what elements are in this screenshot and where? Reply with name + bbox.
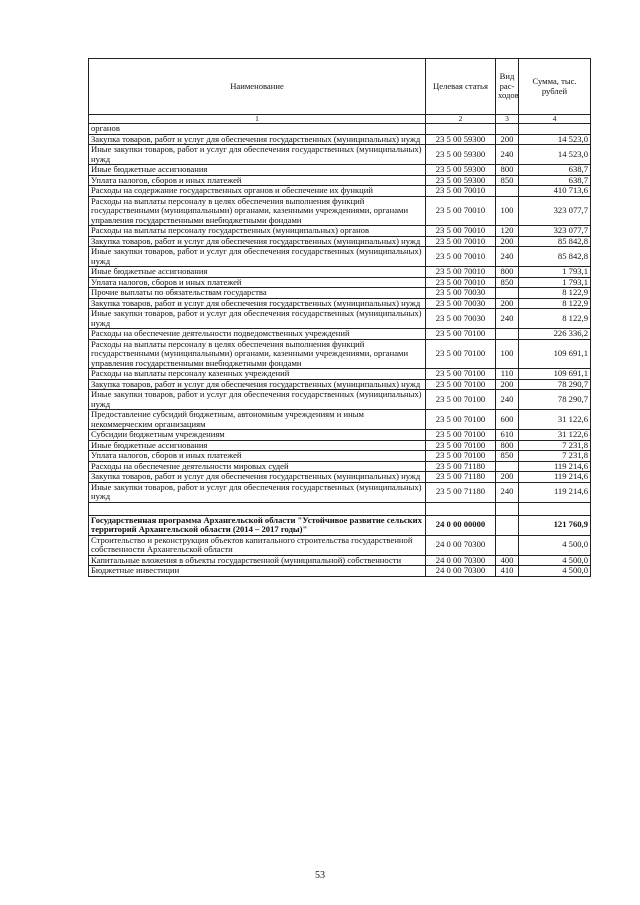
row-code: 23 5 00 70100 (426, 339, 496, 369)
row-type: 240 (496, 482, 519, 502)
row-name: Закупка товаров, работ и услуг для обеспечения государственных (муниципальных) нужд (89, 134, 426, 145)
row-name: Предоставление субсидий бюджетным, автономным учреждениям и иным некоммерческим организациям (89, 410, 426, 430)
row-code: 23 5 00 71180 (426, 482, 496, 502)
table-row (89, 369, 591, 380)
row-sum: 119 214,6 (519, 472, 591, 483)
row-sum: 226 336,2 (519, 329, 591, 340)
row-name: Расходы на выплаты персоналу в целях обеспечения выполнения функций государственными (муниципальными) органами, казенными учреждениями, органами управления государственными внебюджетными фондами (89, 339, 426, 369)
column-number: 3 (496, 115, 519, 124)
row-type: 800 (496, 165, 519, 176)
row-type (496, 186, 519, 197)
table-row (89, 277, 591, 288)
table-row (89, 329, 591, 340)
row-type: 200 (496, 379, 519, 390)
row-name: Расходы на выплаты персоналу казенных учреждений (89, 369, 426, 380)
table-row (89, 165, 591, 176)
row-type: 240 (496, 145, 519, 165)
row-name: Иные закупки товаров, работ и услуг для обеспечения государственных (муниципальных) нужд (89, 390, 426, 410)
row-code: 23 5 00 70100 (426, 379, 496, 390)
row-type: 200 (496, 134, 519, 145)
row-sum: 4 500,0 (519, 535, 591, 555)
table-row (89, 124, 591, 135)
row-type: 240 (496, 390, 519, 410)
row-type (496, 124, 519, 135)
row-type: 850 (496, 175, 519, 186)
row-name: Иные бюджетные ассигнования (89, 440, 426, 451)
table-row (89, 267, 591, 278)
row-name: Расходы на обеспечение деятельности подведомственных учреждений (89, 329, 426, 340)
row-name: Расходы на выплаты персоналу в целях обеспечения выполнения функций государственными (муниципальными) органами, казенными учреждениями, органами управления государственными внебюджетными фондами (89, 196, 426, 226)
row-name: Закупка товаров, работ и услуг для обеспечения государственных (муниципальных) нужд (89, 472, 426, 483)
row-code: 23 5 00 70030 (426, 298, 496, 309)
row-name: Строительство и реконструкция объектов капитального строительства государственной собственности Архангельской области (89, 535, 426, 555)
column-number: 2 (426, 115, 496, 124)
table-row (89, 482, 591, 502)
row-code: 23 5 00 70100 (426, 440, 496, 451)
header-row (89, 59, 591, 115)
row-sum: 14 523,0 (519, 145, 591, 165)
row-code: 23 5 00 71180 (426, 461, 496, 472)
row-type: 110 (496, 369, 519, 380)
row-type (496, 535, 519, 555)
row-code: 23 5 00 59300 (426, 145, 496, 165)
row-code: 23 5 00 70030 (426, 288, 496, 299)
row-name: Иные закупки товаров, работ и услуг для обеспечения государственных (муниципальных) нужд (89, 145, 426, 165)
row-sum: 14 523,0 (519, 134, 591, 145)
row-name: Уплата налогов, сборов и иных платежей (89, 451, 426, 462)
row-sum: 410 713,6 (519, 186, 591, 197)
row-type: 240 (496, 247, 519, 267)
row-name: Иные закупки товаров, работ и услуг для обеспечения государственных (муниципальных) нужд (89, 247, 426, 267)
row-name: Уплата налогов, сборов и иных платежей (89, 277, 426, 288)
row-code: 24 0 00 70300 (426, 535, 496, 555)
table-row (89, 472, 591, 483)
row-sum: 4 500,0 (519, 555, 591, 566)
table-body (89, 124, 591, 577)
table-row (89, 502, 591, 515)
row-sum: 78 290,7 (519, 390, 591, 410)
row-type (496, 288, 519, 299)
row-type: 120 (496, 226, 519, 237)
header-sum: Сумма, тыс. рублей (519, 59, 591, 115)
table-row (89, 175, 591, 186)
row-name: Субсидии бюджетным учреждениям (89, 430, 426, 441)
row-sum: 85 842,8 (519, 247, 591, 267)
row-sum: 119 214,6 (519, 482, 591, 502)
row-sum: 109 691,1 (519, 369, 591, 380)
row-name: Закупка товаров, работ и услуг для обеспечения государственных (муниципальных) нужд (89, 236, 426, 247)
row-code: 23 5 00 71180 (426, 472, 496, 483)
row-code: 23 5 00 70010 (426, 277, 496, 288)
row-code: 23 5 00 70100 (426, 410, 496, 430)
row-name: Уплата налогов, сборов и иных платежей (89, 175, 426, 186)
row-name: органов (89, 124, 426, 135)
row-code: 23 5 00 70100 (426, 451, 496, 462)
row-type: 200 (496, 236, 519, 247)
row-type: 100 (496, 196, 519, 226)
header-name: Наименование (89, 59, 426, 115)
table-row (89, 196, 591, 226)
row-name: Закупка товаров, работ и услуг для обеспечения государственных (муниципальных) нужд (89, 379, 426, 390)
row-name: Расходы на выплаты персоналу государственных (муниципальных) органов (89, 226, 426, 237)
row-name: Иные бюджетные ассигнования (89, 165, 426, 176)
row-name: Бюджетные инвестиции (89, 566, 426, 577)
row-code (426, 124, 496, 135)
table-row (89, 186, 591, 197)
row-type: 200 (496, 298, 519, 309)
table-row (89, 379, 591, 390)
table-row (89, 461, 591, 472)
table-row (89, 566, 591, 577)
row-type: 610 (496, 430, 519, 441)
row-sum: 1 793,1 (519, 277, 591, 288)
row-type: 100 (496, 339, 519, 369)
header-code: Целевая статья (426, 59, 496, 115)
row-code: 23 5 00 70010 (426, 226, 496, 237)
row-type: 200 (496, 472, 519, 483)
budget-table (88, 58, 591, 577)
row-type: 850 (496, 277, 519, 288)
table-row (89, 145, 591, 165)
row-code: 24 0 00 70300 (426, 566, 496, 577)
table-row (89, 247, 591, 267)
column-number: 4 (519, 115, 591, 124)
row-sum: 8 122,9 (519, 309, 591, 329)
row-sum: 323 077,7 (519, 226, 591, 237)
row-type: 400 (496, 555, 519, 566)
row-type: 850 (496, 451, 519, 462)
row-type (496, 461, 519, 472)
row-sum: 109 691,1 (519, 339, 591, 369)
row-type: 800 (496, 440, 519, 451)
row-name: Капитальные вложения в объекты государственной (муниципальной) собственности (89, 555, 426, 566)
table-row (89, 430, 591, 441)
row-sum (519, 124, 591, 135)
row-code: 23 5 00 59300 (426, 134, 496, 145)
table-row (89, 298, 591, 309)
table-row (89, 236, 591, 247)
row-code: 23 5 00 70030 (426, 309, 496, 329)
row-sum: 7 231,8 (519, 440, 591, 451)
row-name: Прочие выплаты по обязательствам государства (89, 288, 426, 299)
row-code: 23 5 00 70010 (426, 267, 496, 278)
row-sum: 323 077,7 (519, 196, 591, 226)
table-row (89, 339, 591, 369)
row-code: 24 0 00 00000 (426, 515, 496, 535)
row-sum: 1 793,1 (519, 267, 591, 278)
row-type (496, 329, 519, 340)
table-row (89, 440, 591, 451)
table-row (89, 515, 591, 535)
row-sum: 4 500,0 (519, 566, 591, 577)
row-type: 410 (496, 566, 519, 577)
row-name: Расходы на обеспечение деятельности мировых судей (89, 461, 426, 472)
row-code: 23 5 00 70100 (426, 329, 496, 340)
row-sum: 31 122,6 (519, 430, 591, 441)
column-number: 1 (89, 115, 426, 124)
row-code: 23 5 00 59300 (426, 175, 496, 186)
row-code: 23 5 00 70010 (426, 186, 496, 197)
row-name: Расходы на содержание государственных органов и обеспечение их функций (89, 186, 426, 197)
row-code: 23 5 00 59300 (426, 165, 496, 176)
row-code: 23 5 00 70010 (426, 196, 496, 226)
table-row (89, 535, 591, 555)
table-row (89, 555, 591, 566)
row-code: 24 0 00 70300 (426, 555, 496, 566)
row-type (496, 502, 519, 515)
table-row (89, 309, 591, 329)
row-name: Закупка товаров, работ и услуг для обеспечения государственных (муниципальных) нужд (89, 298, 426, 309)
page-number: 53 (315, 870, 325, 881)
table-row (89, 410, 591, 430)
row-code: 23 5 00 70100 (426, 369, 496, 380)
row-code: 23 5 00 70100 (426, 430, 496, 441)
header-type: Вид рас-ходов (496, 59, 519, 115)
table-row (89, 390, 591, 410)
row-name: Иные бюджетные ассигнования (89, 267, 426, 278)
row-sum: 8 122,9 (519, 298, 591, 309)
row-name: Государственная программа Архангельской области "Устойчивое развитие сельских территорий Архангельской области (2014 – 2017 годы)" (89, 515, 426, 535)
row-type: 240 (496, 309, 519, 329)
row-name: Иные закупки товаров, работ и услуг для обеспечения государственных (муниципальных) нужд (89, 309, 426, 329)
row-sum: 121 760,9 (519, 515, 591, 535)
row-sum: 8 122,9 (519, 288, 591, 299)
row-sum: 638,7 (519, 165, 591, 176)
row-code: 23 5 00 70010 (426, 236, 496, 247)
row-code: 23 5 00 70100 (426, 390, 496, 410)
row-type (496, 515, 519, 535)
row-sum: 638,7 (519, 175, 591, 186)
row-name: Иные закупки товаров, работ и услуг для обеспечения государственных (муниципальных) нужд (89, 482, 426, 502)
table-row (89, 288, 591, 299)
row-name (89, 502, 426, 515)
row-sum (519, 502, 591, 515)
table-row (89, 451, 591, 462)
column-number-row (89, 115, 591, 124)
table-row (89, 226, 591, 237)
row-type: 600 (496, 410, 519, 430)
row-sum: 31 122,6 (519, 410, 591, 430)
row-code: 23 5 00 70010 (426, 247, 496, 267)
row-sum: 119 214,6 (519, 461, 591, 472)
row-sum: 78 290,7 (519, 379, 591, 390)
row-sum: 7 231,8 (519, 451, 591, 462)
row-sum: 85 842,8 (519, 236, 591, 247)
row-code (426, 502, 496, 515)
row-type: 800 (496, 267, 519, 278)
table-row (89, 134, 591, 145)
